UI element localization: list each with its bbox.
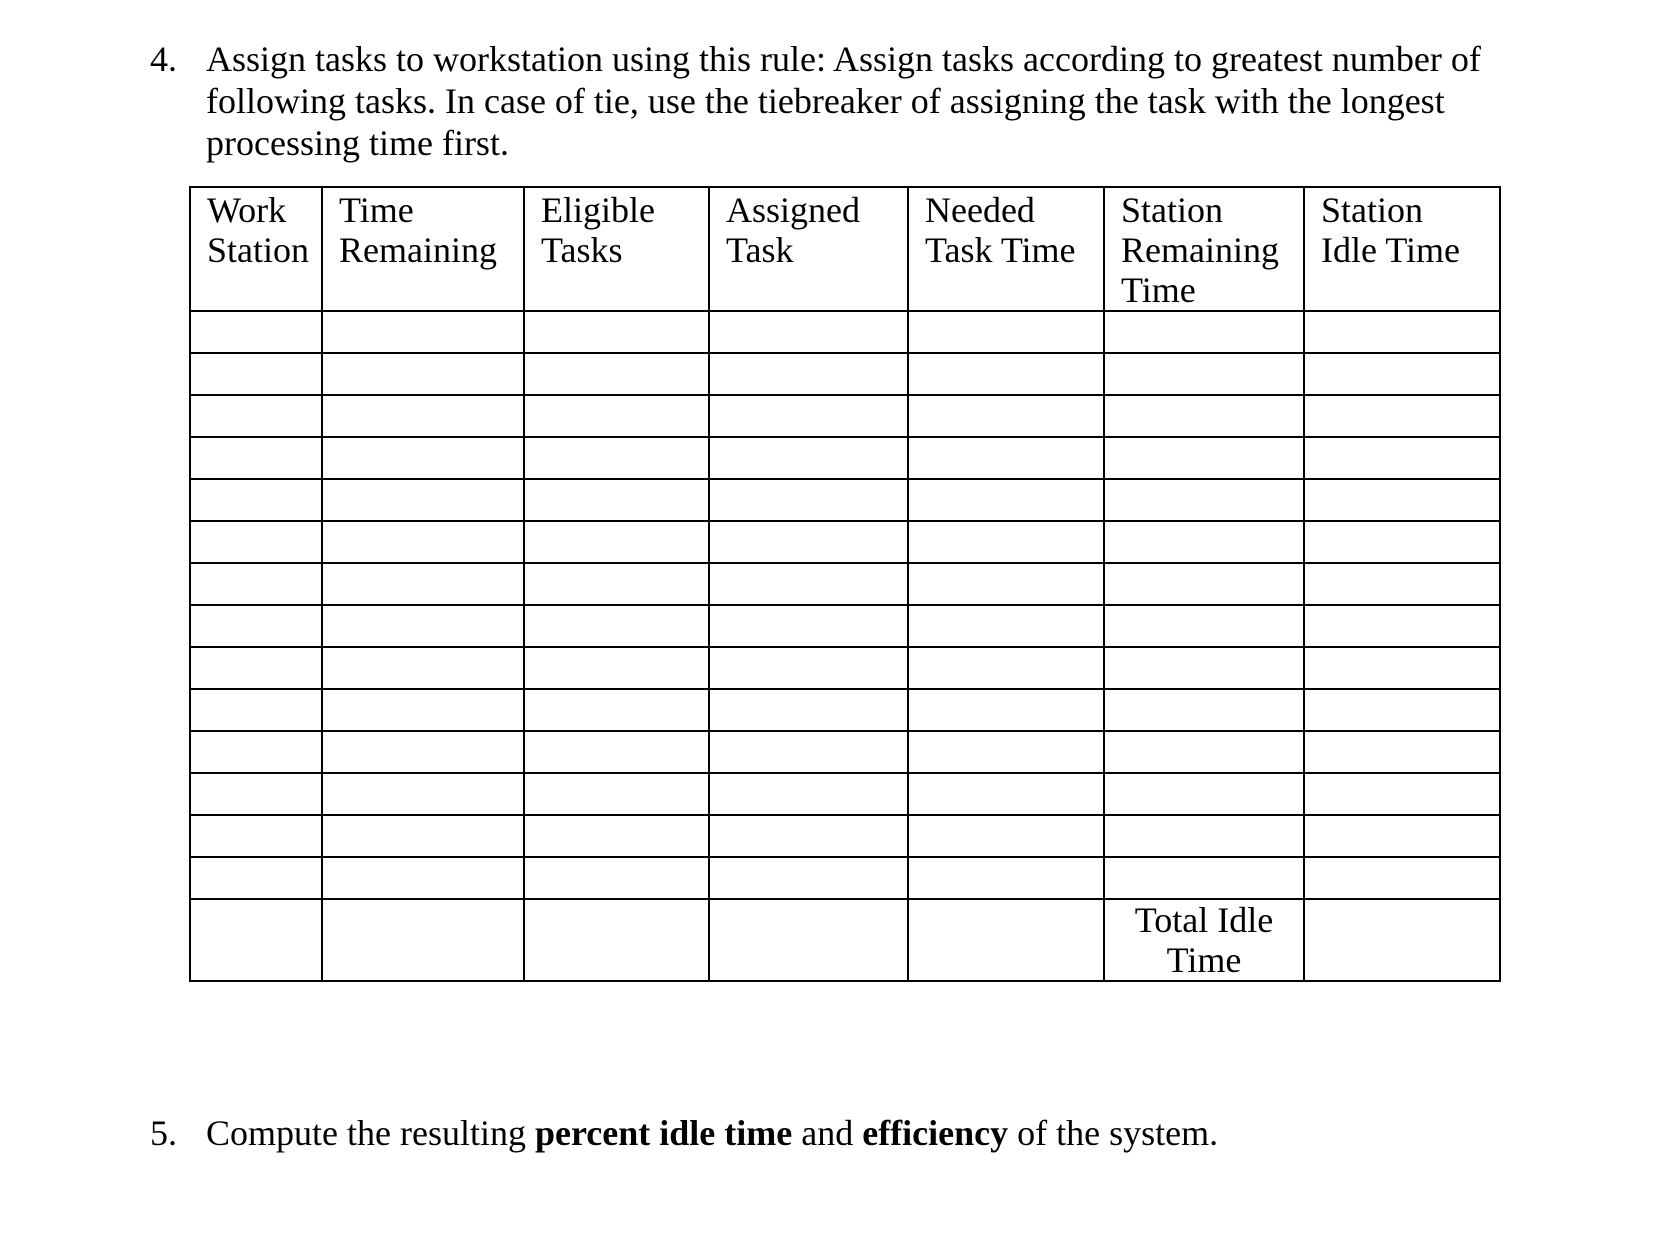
cell-needed-task-time[interactable] <box>908 437 1104 479</box>
cell-eligible-tasks[interactable] <box>524 815 709 857</box>
cell-work-station[interactable] <box>190 731 322 773</box>
table-row <box>190 605 1500 647</box>
cell-station-remaining-time[interactable] <box>1104 311 1304 353</box>
cell-assigned-task[interactable] <box>709 857 908 899</box>
cell-assigned-task[interactable] <box>709 647 908 689</box>
cell-eligible-tasks[interactable] <box>524 311 709 353</box>
table-row <box>190 395 1500 437</box>
cell-station-remaining-time[interactable] <box>1104 395 1304 437</box>
question-5 <box>150 1112 1550 1154</box>
cell-assigned-task[interactable] <box>709 563 908 605</box>
table-body <box>190 311 1500 981</box>
cell-eligible-tasks[interactable] <box>524 353 709 395</box>
table-row <box>190 563 1500 605</box>
cell-assigned-task[interactable] <box>709 521 908 563</box>
cell-work-station[interactable] <box>190 689 322 731</box>
table-row <box>190 521 1500 563</box>
cell-station-idle-time[interactable] <box>1304 395 1500 437</box>
cell-time-remaining[interactable] <box>322 479 524 521</box>
cell-time-remaining[interactable] <box>322 773 524 815</box>
cell-time-remaining[interactable] <box>322 857 524 899</box>
header-station-idle-time: Station Idle Time <box>1304 187 1500 311</box>
cell-station-idle-time[interactable] <box>1304 563 1500 605</box>
question-4-number: 4. <box>150 39 177 79</box>
cell-station-idle-time[interactable] <box>1304 479 1500 521</box>
cell-station-remaining-time[interactable] <box>1104 353 1304 395</box>
cell-station-idle-time[interactable] <box>1304 521 1500 563</box>
total-cell-work-station[interactable] <box>190 899 322 981</box>
cell-needed-task-time[interactable] <box>908 311 1104 353</box>
header-time-remaining: Time Remaining <box>322 187 524 311</box>
total-cell-needed-task-time[interactable] <box>908 899 1104 981</box>
table-row <box>190 773 1500 815</box>
table-row <box>190 353 1500 395</box>
question-5-number: 5. <box>150 1113 177 1153</box>
cell-time-remaining[interactable] <box>322 815 524 857</box>
question-5-text-before: Compute the resulting <box>206 1113 535 1153</box>
cell-station-idle-time[interactable] <box>1304 605 1500 647</box>
cell-eligible-tasks[interactable] <box>524 479 709 521</box>
cell-work-station[interactable] <box>190 521 322 563</box>
assignment-table <box>189 186 1501 982</box>
cell-station-remaining-time[interactable] <box>1104 689 1304 731</box>
total-idle-time-label: Total Idle Time <box>1104 899 1304 981</box>
cell-needed-task-time[interactable] <box>908 479 1104 521</box>
question-4 <box>150 38 1600 164</box>
cell-time-remaining[interactable] <box>322 731 524 773</box>
cell-station-remaining-time[interactable] <box>1104 605 1304 647</box>
header-work-station: Work Station <box>190 187 322 311</box>
cell-needed-task-time[interactable] <box>908 395 1104 437</box>
cell-eligible-tasks[interactable] <box>524 773 709 815</box>
cell-station-idle-time[interactable] <box>1304 689 1500 731</box>
table-row <box>190 689 1500 731</box>
cell-eligible-tasks[interactable] <box>524 437 709 479</box>
cell-time-remaining[interactable] <box>322 437 524 479</box>
header-needed-task-time: Needed Task Time <box>908 187 1104 311</box>
cell-station-idle-time[interactable] <box>1304 647 1500 689</box>
cell-work-station[interactable] <box>190 605 322 647</box>
cell-work-station[interactable] <box>190 815 322 857</box>
cell-assigned-task[interactable] <box>709 437 908 479</box>
cell-time-remaining[interactable] <box>322 647 524 689</box>
cell-needed-task-time[interactable] <box>908 773 1104 815</box>
table-row <box>190 479 1500 521</box>
cell-station-idle-time[interactable] <box>1304 815 1500 857</box>
question-5-bold-efficiency: efficiency <box>862 1113 1009 1153</box>
cell-station-remaining-time[interactable] <box>1104 857 1304 899</box>
table-row <box>190 311 1500 353</box>
cell-assigned-task[interactable] <box>709 353 908 395</box>
cell-eligible-tasks[interactable] <box>524 647 709 689</box>
cell-assigned-task[interactable] <box>709 605 908 647</box>
cell-eligible-tasks[interactable] <box>524 731 709 773</box>
cell-assigned-task[interactable] <box>709 311 908 353</box>
total-idle-time-value[interactable] <box>1304 899 1500 981</box>
total-cell-assigned-task[interactable] <box>709 899 908 981</box>
cell-station-idle-time[interactable] <box>1304 773 1500 815</box>
cell-assigned-task[interactable] <box>709 479 908 521</box>
cell-needed-task-time[interactable] <box>908 605 1104 647</box>
cell-work-station[interactable] <box>190 857 322 899</box>
cell-eligible-tasks[interactable] <box>524 857 709 899</box>
cell-station-idle-time[interactable] <box>1304 311 1500 353</box>
cell-assigned-task[interactable] <box>709 773 908 815</box>
cell-assigned-task[interactable] <box>709 689 908 731</box>
cell-station-remaining-time[interactable] <box>1104 563 1304 605</box>
question-5-text-middle: and <box>792 1113 863 1153</box>
header-station-remaining-time: Station Remaining Time <box>1104 187 1304 311</box>
cell-needed-task-time[interactable] <box>908 815 1104 857</box>
cell-station-remaining-time[interactable] <box>1104 521 1304 563</box>
cell-station-idle-time[interactable] <box>1304 437 1500 479</box>
cell-station-remaining-time[interactable] <box>1104 437 1304 479</box>
cell-needed-task-time[interactable] <box>908 731 1104 773</box>
table-row <box>190 815 1500 857</box>
cell-needed-task-time[interactable] <box>908 563 1104 605</box>
table-row <box>190 437 1500 479</box>
cell-needed-task-time[interactable] <box>908 353 1104 395</box>
cell-assigned-task[interactable] <box>709 395 908 437</box>
cell-work-station[interactable] <box>190 437 322 479</box>
header-eligible-tasks: Eligible Tasks <box>524 187 709 311</box>
cell-work-station[interactable] <box>190 311 322 353</box>
table-row <box>190 731 1500 773</box>
cell-work-station[interactable] <box>190 395 322 437</box>
total-cell-eligible-tasks[interactable] <box>524 899 709 981</box>
cell-time-remaining[interactable] <box>322 563 524 605</box>
table-header-row <box>190 187 1500 311</box>
cell-station-remaining-time[interactable] <box>1104 731 1304 773</box>
question-4-text: Assign tasks to workstation using this rule: Assign tasks according to greatest number of following tasks. In case of tie, use the tiebreaker of assigning the task with the longest processing time first. <box>206 39 1481 163</box>
question-5-text <box>206 1112 1550 1154</box>
cell-work-station[interactable] <box>190 647 322 689</box>
cell-time-remaining[interactable] <box>322 521 524 563</box>
cell-station-remaining-time[interactable] <box>1104 479 1304 521</box>
cell-eligible-tasks[interactable] <box>524 605 709 647</box>
header-assigned-task: Assigned Task <box>709 187 908 311</box>
cell-needed-task-time[interactable] <box>908 521 1104 563</box>
table-row <box>190 857 1500 899</box>
cell-station-remaining-time[interactable] <box>1104 815 1304 857</box>
question-5-bold-percent-idle-time: percent idle time <box>534 1113 793 1153</box>
cell-eligible-tasks[interactable] <box>524 521 709 563</box>
cell-station-remaining-time[interactable] <box>1104 647 1304 689</box>
cell-station-idle-time[interactable] <box>1304 353 1500 395</box>
cell-time-remaining[interactable] <box>322 311 524 353</box>
question-5-text-after: of the system. <box>1008 1113 1219 1153</box>
cell-needed-task-time[interactable] <box>908 689 1104 731</box>
total-row <box>190 899 1500 981</box>
cell-eligible-tasks[interactable] <box>524 395 709 437</box>
total-cell-time-remaining[interactable] <box>322 899 524 981</box>
cell-time-remaining[interactable] <box>322 353 524 395</box>
cell-needed-task-time[interactable] <box>908 647 1104 689</box>
cell-work-station[interactable] <box>190 353 322 395</box>
table-row <box>190 647 1500 689</box>
cell-time-remaining[interactable] <box>322 605 524 647</box>
cell-time-remaining[interactable] <box>322 689 524 731</box>
cell-assigned-task[interactable] <box>709 815 908 857</box>
cell-eligible-tasks[interactable] <box>524 563 709 605</box>
cell-station-remaining-time[interactable] <box>1104 773 1304 815</box>
cell-station-idle-time[interactable] <box>1304 857 1500 899</box>
cell-eligible-tasks[interactable] <box>524 689 709 731</box>
cell-station-idle-time[interactable] <box>1304 731 1500 773</box>
cell-work-station[interactable] <box>190 479 322 521</box>
cell-work-station[interactable] <box>190 563 322 605</box>
cell-work-station[interactable] <box>190 773 322 815</box>
cell-needed-task-time[interactable] <box>908 857 1104 899</box>
cell-time-remaining[interactable] <box>322 395 524 437</box>
cell-assigned-task[interactable] <box>709 731 908 773</box>
